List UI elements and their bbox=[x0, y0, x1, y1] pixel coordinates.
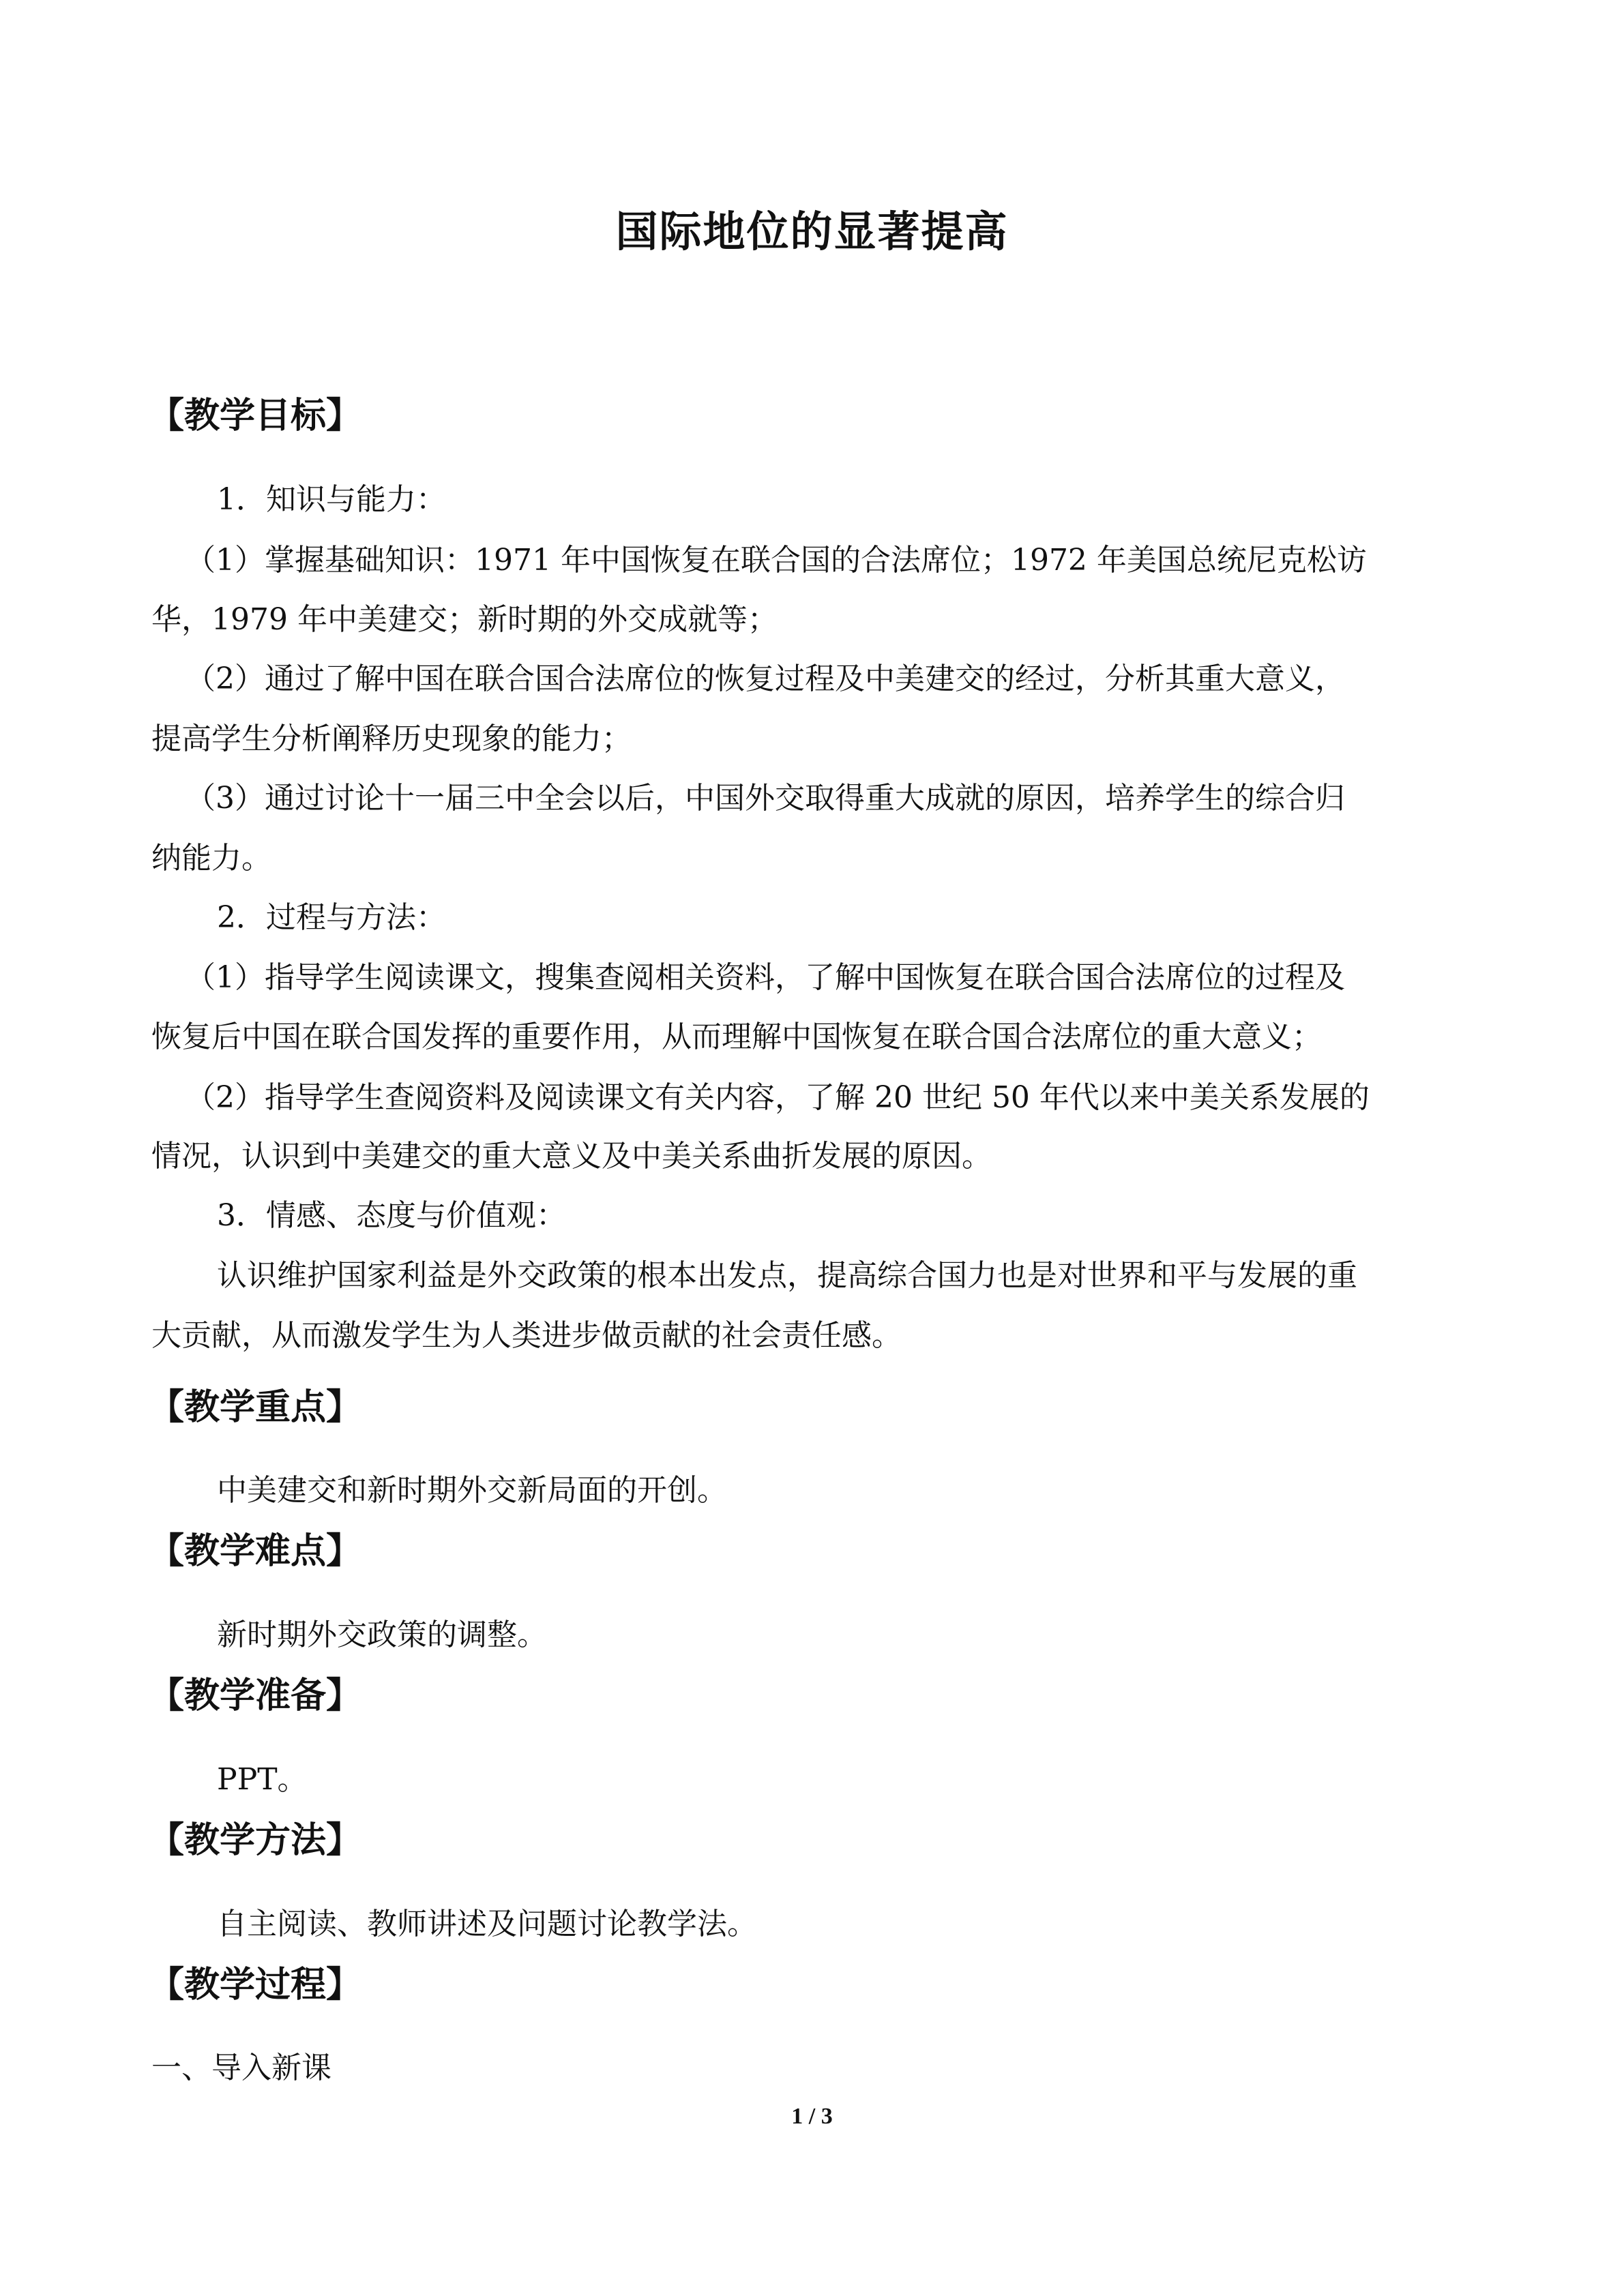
page-number: 1 / 3 bbox=[791, 2104, 833, 2129]
objectives-item-3: 3．情感、态度与价值观： bbox=[217, 1198, 566, 1233]
heading-difficulties: 【教学难点】 bbox=[149, 1531, 362, 1572]
objectives-item-1: 1．知识与能力： bbox=[217, 482, 446, 517]
process-step-1: 一、导入新课 bbox=[151, 2051, 331, 2085]
objectives-para-5-line-2: 情况，认识到中美建交的重大意义及中美关系曲折发展的原因。 bbox=[151, 1139, 992, 1174]
difficulties-text: 新时期外交政策的调整。 bbox=[217, 1617, 547, 1652]
heading-process: 【教学过程】 bbox=[149, 1965, 362, 2006]
objectives-item-2: 2．过程与方法： bbox=[217, 900, 446, 935]
objectives-para-5-line-1: （2）指导学生查阅资料及阅读课文有关内容，了解 20 世纪 50 年代以来中美关系发展的 bbox=[186, 1080, 1370, 1115]
heading-objectives: 【教学目标】 bbox=[149, 396, 362, 436]
key-points-text: 中美建交和新时期外交新局面的开创。 bbox=[217, 1473, 727, 1508]
objectives-para-2-line-2: 提高学生分析阐释历史现象的能力； bbox=[151, 721, 632, 756]
heading-key-points: 【教学重点】 bbox=[149, 1387, 362, 1428]
objectives-para-1-line-2: 华，1979 年中美建交；新时期的外交成就等； bbox=[151, 602, 778, 637]
objectives-para-3-line-2: 纳能力。 bbox=[151, 841, 271, 876]
document-title: 国际地位的显著提高 bbox=[615, 207, 1009, 256]
objectives-para-1-line-1: （1）掌握基础知识：1971 年中国恢复在联合国的合法席位；1972 年美国总统尼克松访 bbox=[186, 543, 1367, 578]
heading-preparation: 【教学准备】 bbox=[149, 1675, 362, 1716]
objectives-para-4-line-2: 恢复后中国在联合国发挥的重要作用，从而理解中国恢复在联合国合法席位的重大意义； bbox=[151, 1019, 1322, 1054]
methods-text: 自主阅读、教师讲述及问题讨论教学法。 bbox=[217, 1907, 757, 1941]
objectives-para-2-line-1: （2）通过了解中国在联合国合法席位的恢复过程及中美建交的经过，分析其重大意义， bbox=[186, 661, 1345, 696]
objectives-para-6-line-1: 认识维护国家利益是外交政策的根本出发点，提高综合国力也是对世界和平与发展的重 bbox=[217, 1258, 1357, 1293]
objectives-para-3-line-1: （3）通过讨论十一届三中全会以后，中国外交取得重大成就的原因，培养学生的综合归 bbox=[186, 781, 1345, 816]
objectives-para-4-line-1: （1）指导学生阅读课文，搜集查阅相关资料，了解中国恢复在联合国合法席位的过程及 bbox=[186, 960, 1345, 995]
heading-methods: 【教学方法】 bbox=[149, 1820, 362, 1861]
preparation-text: PPT。 bbox=[217, 1762, 308, 1797]
objectives-para-6-line-2: 大贡献，从而激发学生为人类进步做贡献的社会责任感。 bbox=[151, 1318, 902, 1353]
